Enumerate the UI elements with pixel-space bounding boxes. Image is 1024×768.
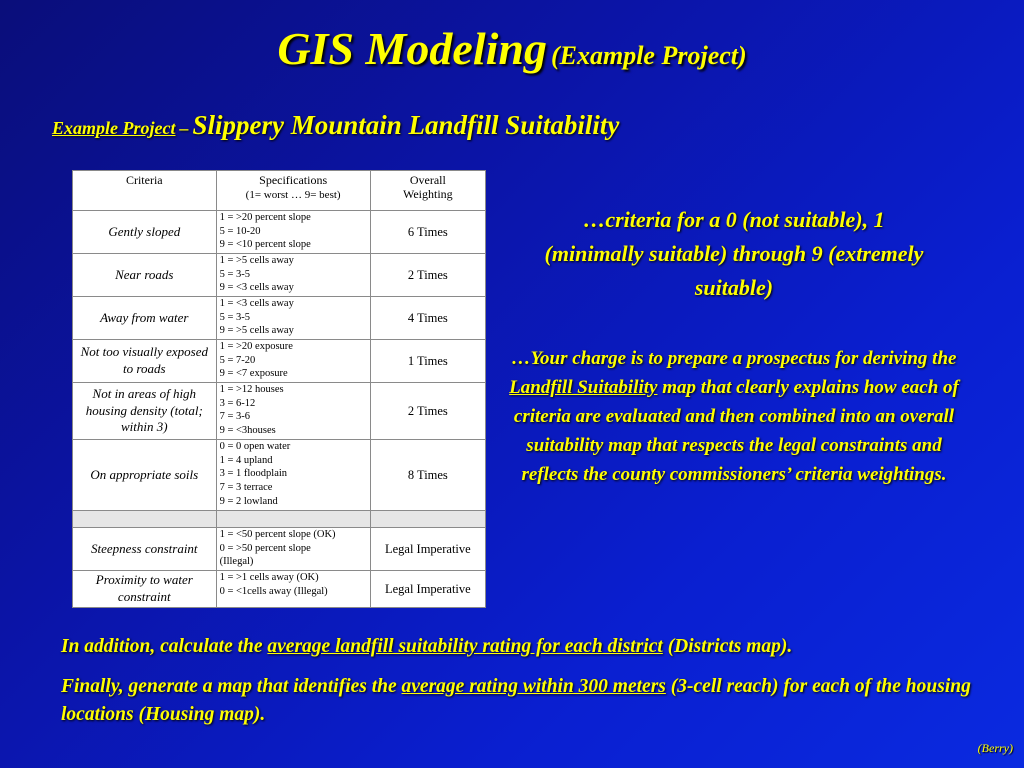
criteria-cell: On appropriate soils [73,440,217,511]
weight-cell: 2 Times [370,254,485,297]
project-subtitle [52,110,619,141]
criteria-cell: Not too visually exposed to roads [73,340,217,383]
spec-cell: 0 = 0 open water 1 = 4 upland 3 = 1 floodplain 7 = 3 terrace 9 = 2 lowland [216,440,370,511]
header-criteria: Criteria [73,171,217,211]
weight-cell: 2 Times [370,383,485,440]
criteria-cell: Steepness constraint [73,528,217,571]
average-rating-term: average rating within 300 meters [401,676,666,697]
subtitle-project-name: Slippery Mountain Landfill Suitability [192,110,620,140]
title-main: GIS Modeling [277,23,547,74]
spec-cell: 1 = >20 exposure 5 = 7-20 9 = <7 exposure [216,340,370,383]
district-task-paragraph: In addition, calculate the average landfill suitability rating for each district (Districts map). [61,636,793,657]
criteria-cell: Proximity to water constraint [73,571,217,608]
spec-cell: 1 = >1 cells away (OK) 0 = <1cells away (Illegal) [216,571,370,608]
spec-cell: 1 = <3 cells away 5 = 3-5 9 = >5 cells away [216,297,370,340]
spec-cell: 1 = >20 percent slope 5 = 10-20 9 = <10 percent slope [216,211,370,254]
weight-cell: 4 Times [370,297,485,340]
subtitle-dash: – [179,118,189,138]
criteria-cell: Near roads [73,254,217,297]
housing-task-paragraph: Finally, generate a map that identifies the average rating within 300 meters (3-cell reach) for each of the housing locations (Housing map). [61,676,971,725]
table-header-row [73,171,486,211]
title-sub: (Example Project) [550,41,747,70]
weight-cell: 6 Times [370,211,485,254]
table-separator-row [73,511,486,528]
explanation-block [496,203,972,485]
criteria-cell: Away from water [73,297,217,340]
rating-scale-note: …criteria for a 0 (not suitable), 1 (minimally suitable) through 9 (extremely suitable) [544,207,924,300]
criteria-table [72,170,486,608]
header-specifications-note: (1= worst … 9= best) [245,189,341,202]
criteria-cell: Not in areas of high housing density (total; within 3) [73,383,217,440]
header-weighting: Overall Weighting [370,171,485,211]
criteria-cell: Gently sloped [73,211,217,254]
weight-cell: 1 Times [370,340,485,383]
slide-title [0,22,1024,75]
spec-cell: 1 = >5 cells away 5 = 3-5 9 = <3 cells away [216,254,370,297]
charge-note: …Your charge is to prepare a prospectus for deriving the Landfill Suitability map that clearly explains how each of criteria are evaluated and then combined into an overall suitability map that respects the legal constraints and reflects the county commissioners’ criteria weightings. [509,348,959,485]
header-specifications: Specifications (1= worst … 9= best) [216,171,370,211]
table-row [73,528,486,571]
table-row [73,211,486,254]
table-row [73,297,486,340]
table-row [73,383,486,440]
table-row [73,440,486,511]
weight-cell: 8 Times [370,440,485,511]
table-row [73,571,486,608]
spec-cell: 1 = <50 percent slope (OK) 0 = >50 percent slope (Illegal) [216,528,370,571]
spec-cell: 1 = >12 houses 3 = 6-12 7 = 3-6 9 = <3houses [216,383,370,440]
subtitle-lead: Example Project [52,118,176,138]
weight-cell: Legal Imperative [370,528,485,571]
table-row [73,254,486,297]
landfill-suitability-term: Landfill Suitability [509,377,658,398]
weight-cell: Legal Imperative [370,571,485,608]
table-row [73,340,486,383]
district-rating-term: average landfill suitability rating for each district [267,636,663,657]
author-credit: (Berry) [977,741,1013,755]
